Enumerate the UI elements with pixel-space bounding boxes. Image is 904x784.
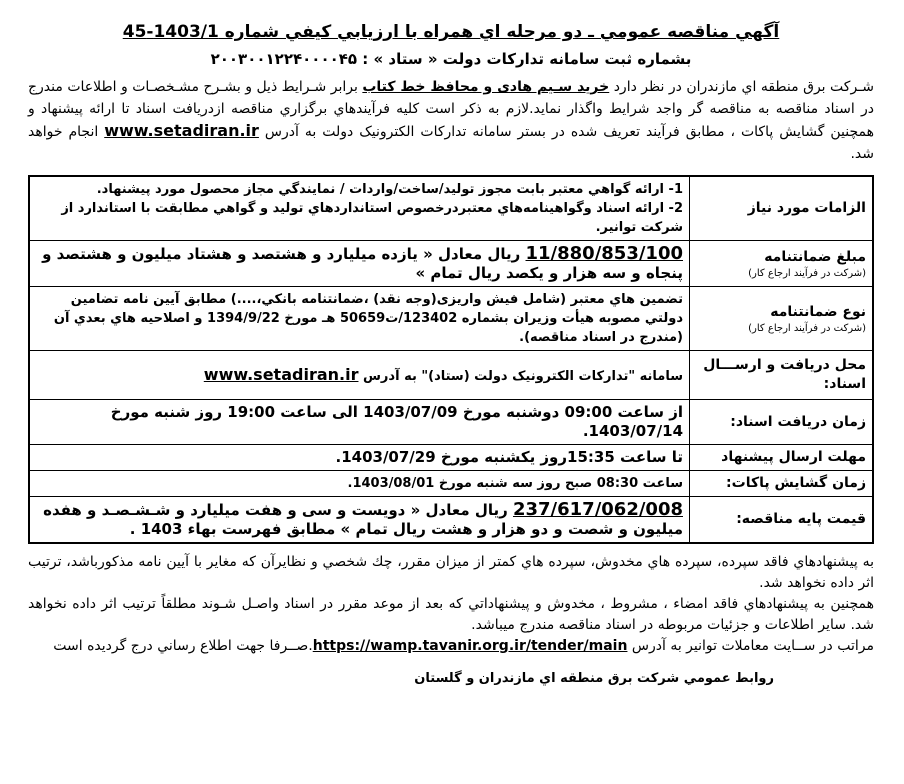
setad-registration-number: بشماره ثبت سامانه تدارکات دولت « ستاد » : ۲۰۰۳۰۰۱۲۲۴۰۰۰۰۴۵ [210,50,692,68]
table-row [29,176,873,241]
footer-note-3-text-b: .صــرفا جهت اطلاع رساني درج گرديده است [53,638,313,654]
guarantee-amount-subtitle: (شرکت در فرآيند ارجاع کار) [748,267,866,279]
guarantee-amount-label [690,241,874,287]
base-price-label: قيمت پايه مناقصه: [690,497,874,544]
intro-text-3: انجام خواهد شد. [28,124,874,162]
documents-place-link[interactable]: www.setadiran.ir [203,364,359,384]
footer-note-3 [28,636,874,657]
submission-deadline-label: مهلت ارسال پيشنهاد [690,445,874,471]
guarantee-amount-number: 11/880/853/100 [525,243,683,264]
intro-text-1: شـركت برق منطقه اي مازندران در نظر دارد [609,79,875,95]
requirement-2: 2- ارائه اسناد وگواهينامه‌هاي معتبردرخصوص استانداردهاي توليد و گواهي مطابقت با استاندارد از شركت توانير. [61,201,683,235]
documents-time-label: زمان دريافت اسناد: [690,400,874,445]
footer-note-3-text-a: مراتب در ســايت معاملات توانير به آدرس [631,638,874,654]
table-row [29,445,873,471]
table-row [29,241,873,287]
documents-place-label: محل دريافت و ارســـال اسناد: [690,351,874,400]
table-row [29,471,873,497]
base-price-text: ريال معادل « دويست و سی و هفت ميليارد و شـشـصـد و هفده ميليون و شصت و دو هزار و هشت ريال تمام » مطابق فهرست بهاء 1403 . [43,501,683,538]
guarantee-amount-value [29,241,690,287]
table-row [29,497,873,544]
base-price-number: 237/617/062/008 [512,499,683,520]
guarantee-type-subtitle: (شرکت در فرآيند ارجاع کار) [748,322,866,334]
submission-deadline-value: تا ساعت 15:35روز يكشنبه مورخ 1403/07/29. [29,445,690,471]
documents-place-value [29,351,690,400]
intro-text-2: برابر شـرايط ذيل و بشـرح مشـخصـات و اطلاعات مندرج در اسناد مناقصه به مناقصه گر واجد شرايط واگذار نمايد.لازم به ذکر است کليه فرآيندهاي برگزاري مناقصه ازدريافت اسناد تا ارائه پيشنهاد و همچنين گشايش پاکات ، مطابق فرآيند تعريف شده در بستر سامانه تدارکات الکترونيک دولت به آدرس [28,79,874,140]
guarantee-type-value: تضمين هاي معتبر (شامل فيش واريزی(وجه نقد) ،ضمانتنامه بانكي،....) مطابق آيين نامه تضامين دولتي مصوبه هيأت وزيران بشماره 123402/ت50659 هـ مورخ 1394/9/22 و اصلاحيه هاي بعدي آن (مندرج در اسناد مناقصه). [29,287,690,351]
requirements-label: الزامات مورد نياز [690,176,874,241]
base-price-value [29,497,690,544]
intro-paragraph [28,76,874,165]
table-row [29,287,873,351]
guarantee-type-label [690,287,874,351]
guarantee-type-title: نوع ضمانتنامه [770,303,866,320]
documents-time-value: از ساعت 09:00 دوشنبه مورخ 1403/07/09 الی ساعت 19:00 روز شنبه مورخ 1403/07/14. [29,400,690,445]
table-row [29,400,873,445]
notice-title: آگهي مناقصه عمومي ـ دو مرحله اي همراه با ارزيابي كيفي شماره 1403/1-45 [122,22,780,42]
footer-notes [28,552,874,657]
guarantee-amount-text: ريال معادل « يازده ميليارد و هشتصد و هشتاد ميليون و هشتصد و پنجاه و سه هزار و يکصد ريال تمام » [42,245,683,282]
guarantee-amount-title: مبلغ ضمانتنامه [764,248,866,265]
tavanir-link[interactable]: https://wamp.tavanir.org.ir/tender/main [312,638,628,654]
public-relations-signature: روابط عمومي شركت برق منطقه اي مازندران و گلستان [414,671,774,686]
documents-place-text: سامانه "تدارکات الکترونيک دولت (ستاد)" به آدرس [358,368,683,384]
opening-time-label: زمان گشايش پاكات: [690,471,874,497]
requirements-value [29,176,690,241]
table-row [29,351,873,400]
opening-time-value: ساعت 08:30 صبح روز سه شنبه مورخ 1403/08/01. [29,471,690,497]
tender-item: خريد سـيم هادی و محافظ خط کتاب [362,79,610,95]
requirement-1: 1- ارائه گواهي معتبر بابت مجوز توليد/ساخت/واردات / نمايندگي مجاز محصول مورد پيشنهاد. [96,182,683,197]
footer-note-2: همچنين به پيشنهادهاي فاقد امضاء ، مشروط ، مخدوش و پيشنهاداتي كه بعد از موعد مقرر در اسناد واصـل شـوند مطلقاً ترتيب اثر داده نخواهد شد. ساير اطلاعات و جزئيات مربوطه در اسناد مناقصه مندرج ميباشد. [28,596,874,633]
tender-details-table [28,175,874,544]
setadiran-link[interactable]: www.setadiran.ir [104,121,259,140]
footer-note-1: به پيشنهادهاي فاقد سپرده، سپرده هاي مخدوش، سپرده هاي كمتر از ميزان مقرر، چك شخصي و نظايرآن كه مغاير با آيين نامه مذكورباشد، ترتيب اثر داده نخواهد شد. [28,554,874,591]
